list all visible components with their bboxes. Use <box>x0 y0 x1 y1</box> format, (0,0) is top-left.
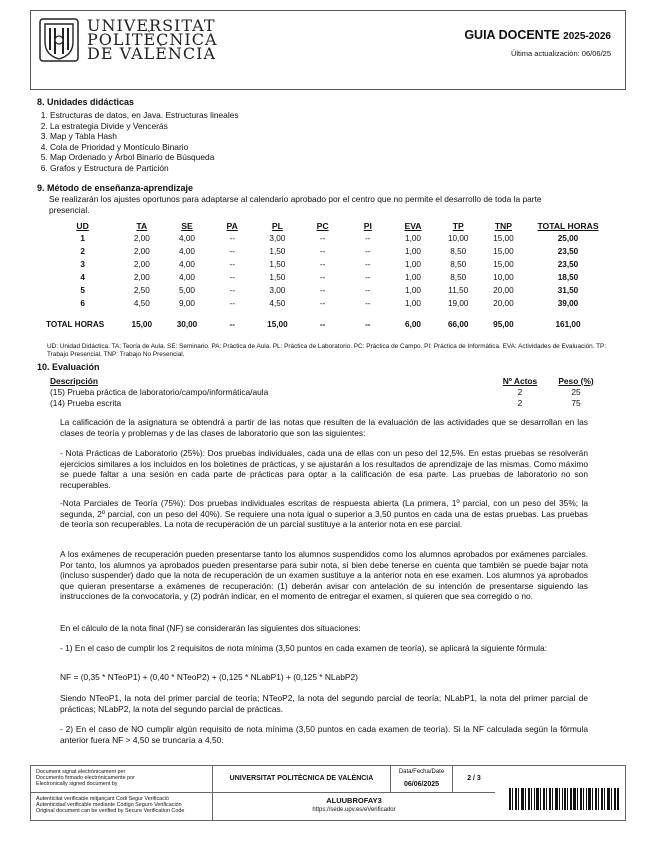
cell: 5,00 <box>179 286 195 295</box>
cell: 1,00 <box>405 286 421 295</box>
col-header: Descripción <box>50 375 98 386</box>
logo-line-3: DE VALÈNCIA <box>87 44 217 63</box>
university-logo-icon <box>39 18 79 62</box>
cell: 3,00 <box>269 286 286 295</box>
col-header: EVA <box>404 220 422 231</box>
evaluation-paragraph: Siendo NTeoP1, la nota del primer parcial de teoría; NTeoP2, la nota del segundo parcial de teoría; NLabP1, la nota del primer parcial de prácticas; NLabP2, la nota del segundo parcial de prácticas. <box>60 693 588 714</box>
cell: TOTAL HORAS <box>46 320 105 329</box>
cell: 25,00 <box>557 234 579 243</box>
cell: 1,00 <box>405 247 421 256</box>
cell: 15,00 <box>493 247 514 256</box>
verification-code: ALUUBROFAY3 <box>326 796 382 805</box>
cell: -- <box>365 286 371 295</box>
cell: 3,00 <box>269 234 286 243</box>
cell: 15,00 <box>131 320 153 329</box>
cell: -- <box>319 260 326 269</box>
cell: 4,00 <box>179 260 195 269</box>
section-8-heading: 8. Unidades didácticas <box>37 97 135 107</box>
col-header: PC <box>316 220 329 231</box>
evaluation-header-row <box>50 375 602 386</box>
unit-item: 6. Grafos y Estructura de Partición <box>50 163 239 174</box>
section-9-heading: 9. Método de enseñanza-aprendizaje <box>37 183 194 193</box>
cell: 1,00 <box>405 260 421 269</box>
evaluation-paragraph: -Nota Parciales de Teoría (75%): Dos pruebas individuales escritas de respuesta abierta (La primera, 1º parcial, con un peso del 35%; la segunda, 2º parcial, con un peso del 40%). Se requiere una nota igual o superior a 3,50 puntos en cada una de estas pruebas. Las pruebas de teoría son recuperables. La nota de recuperación de un parcial sustituye a la anterior nota en ese parcial. <box>60 498 588 530</box>
signed-line: Document signat electrònicament per <box>36 769 126 775</box>
cell: 4,50 <box>133 299 150 308</box>
col-header: PA <box>226 220 238 231</box>
cell: 4,00 <box>179 273 195 282</box>
cell: 4 <box>80 273 85 282</box>
cell: 19,00 <box>447 299 469 308</box>
signature-footer <box>30 765 626 821</box>
cell: 10,00 <box>447 234 469 243</box>
cell: -- <box>319 286 326 295</box>
cell: -- <box>319 273 326 282</box>
cell: 2 <box>517 397 523 408</box>
cell: 15,00 <box>493 260 514 269</box>
logo-line-1: UNIVERSITAT <box>87 16 216 35</box>
cell: 9,00 <box>179 299 195 308</box>
col-header: TNP <box>494 220 512 231</box>
unit-item: 2. La estrategia Divide y Vencerás <box>50 121 239 132</box>
cell: 15,00 <box>493 234 514 243</box>
cell: (15) Prueba práctica de laboratorio/campo/informática/aula <box>50 386 269 397</box>
cell: -- <box>365 260 371 269</box>
cell: -- <box>365 320 371 329</box>
evaluation-paragraph: - 1) En el caso de cumplir los 2 requisitos de nota mínima (3,50 puntos en cada examen de teoría), se aplicará la siguiente fórmula: <box>60 643 547 653</box>
cell: 31,50 <box>557 286 579 295</box>
verify-line: Original document can be verified by Secure Verification Code <box>36 808 185 815</box>
cell: 1,50 <box>269 260 286 269</box>
verify-line: Autenticitat verificable mitjançant Codi Segur Verificació <box>36 796 170 802</box>
cell: 10,00 <box>493 273 514 282</box>
table-row <box>50 386 602 397</box>
cell: 8,50 <box>450 273 467 282</box>
hours-table <box>46 219 610 331</box>
col-header: TOTAL HORAS <box>537 220 599 231</box>
col-header: Nº Actos <box>502 375 538 386</box>
cell: 2 <box>517 386 523 397</box>
table-row <box>46 271 610 284</box>
cell: 2,00 <box>133 273 150 282</box>
evaluation-paragraph: - Nota Prácticas de Laboratorio (25%): Dos pruebas individuales, cada una de ellas con un peso del 12,5%. En estas pruebas se resolverán ejercicios similares a los incluidos en los boletines de prácticas, y se ajustarán a los resultados de aprendizaje de las mismas. Como máximo se puede faltar a una sesión en cada parte de prácticas para optar a la calificación de esa parte. Las pruebas de laboratorio no son recuperables. <box>60 448 588 490</box>
unit-item: 3. Map y Tabla Hash <box>50 131 239 142</box>
cell: 30,00 <box>176 320 198 329</box>
cell: 1,00 <box>405 234 421 243</box>
table-row <box>46 284 610 297</box>
col-header: SE <box>181 220 193 231</box>
date-label: Data/Fecha/Date <box>398 769 445 775</box>
evaluation-paragraph: A los exámenes de recuperación pueden presentarse tanto los alumnos suspendidos como los alumnos aprobados por exámenes parciales. Por tanto, los alumnos ya aprobados pueden presentarse para subir nota, si bien debe tenerse en cuenta que también se puede bajar nota (incluso suspender) dado que la nota de recuperación de un examen sustituye a la anterior nota en ese examen. Los alumnos ya aprobados que quieran presentarse a exámenes de recuperación: (1) deberán avisar con antelación de su intención de presentarse siguiendo las instrucciones de la convocatoria, y (2) podrán indicar, en el momento de entregar el examen, si quieren que sea corregido o no. <box>60 549 588 602</box>
cell: 23,50 <box>557 247 579 256</box>
cell: 2,00 <box>133 260 150 269</box>
signer-university: UNIVERSITAT POLITÈCNICA DE VALÈNCIA <box>213 766 391 793</box>
unit-item: 1. Estructuras de datos, en Java. Estructuras lineales <box>50 110 239 121</box>
table-row <box>50 397 602 408</box>
cell: 6,00 <box>405 320 421 329</box>
col-header: TP <box>452 220 464 231</box>
cell: 15,00 <box>267 320 288 329</box>
final-grade-formula: NF = (0,35 * NTeoP1) + (0,40 * NTeoP2) + (0,125 * NLabP1) + (0,125 * NLabP2) <box>60 672 358 682</box>
cell: 20,00 <box>493 286 514 295</box>
cell: -- <box>229 299 235 308</box>
cell: 66,00 <box>447 320 469 329</box>
table-row <box>46 232 610 245</box>
cell: 2,00 <box>133 234 150 243</box>
section-9-intro: Se realizarán los ajustes oportunos para adaptarse al calendario aprobado por el centro que no permite el desarrollo de toda la parte presencial. <box>49 194 542 215</box>
title-text: GUIA DOCENTE <box>464 28 560 42</box>
document-header <box>30 10 626 90</box>
table-row <box>46 258 610 271</box>
evaluation-paragraph: En el cálculo de la nota final (NF) se considerarán las siguientes dos situaciones: <box>60 623 361 633</box>
unit-item: 4. Cola de Prioridad y Montículo Binario <box>50 142 239 153</box>
page-number: 2 / 3 <box>453 766 495 793</box>
cell: 8,50 <box>450 247 467 256</box>
last-updated: Última actualización: 06/06/25 <box>510 49 611 58</box>
cell: 2,50 <box>133 286 150 295</box>
university-name <box>87 16 218 63</box>
col-header: PL <box>271 220 283 231</box>
hours-legend: UD: Unidad Didáctica. TA: Teoría de Aula. SE: Seminario. PA: Práctica de Aula. PL: Práctica de Laboratorio. PC: Práctica de Campo. PI: Práctica de Informática. EVA: Actividades de Evaluación. TP: Trabajo Presencial. TNP: Trabajo No Presencial. <box>47 343 607 358</box>
cell: 2 <box>80 247 85 256</box>
cell: 161,00 <box>555 320 581 329</box>
signed-by-box <box>31 766 213 793</box>
signed-line: Electronically signed document by <box>36 781 118 788</box>
col-header: Peso (%) <box>558 375 594 386</box>
cell: -- <box>229 260 235 269</box>
cell: -- <box>365 234 371 243</box>
cell: 18,50 <box>557 273 579 282</box>
cell: 1,50 <box>269 247 286 256</box>
cell: 11,50 <box>448 286 469 295</box>
col-header: UD <box>76 220 89 231</box>
units-list <box>30 110 239 174</box>
cell: -- <box>365 299 371 308</box>
date-box <box>391 766 453 793</box>
verification-url[interactable]: https://sede.upv.es/eVerificador <box>312 807 396 814</box>
cell: (14) Prueba escrita <box>50 397 122 408</box>
cell: 4,50 <box>269 299 286 308</box>
cell: 25 <box>571 386 581 397</box>
cell: -- <box>365 273 371 282</box>
table-row <box>46 297 610 310</box>
cell: -- <box>229 286 235 295</box>
hours-header-row <box>46 219 610 232</box>
evaluation-table <box>50 375 602 408</box>
cell: -- <box>229 320 235 329</box>
cell: -- <box>229 273 235 282</box>
cell: -- <box>319 234 326 243</box>
unit-item: 5. Map Ordenado y Árbol Binario de Búsqueda <box>50 152 239 163</box>
signature-date: 06/06/2025 <box>403 781 440 789</box>
cell: 23,50 <box>557 260 579 269</box>
cell: -- <box>365 247 371 256</box>
cell: -- <box>319 247 326 256</box>
cell: 1,00 <box>405 273 421 282</box>
cell: 75 <box>571 397 581 408</box>
cell: 39,00 <box>557 299 579 308</box>
cell: 6 <box>80 299 85 308</box>
cell: 3 <box>80 260 85 269</box>
barcode-icon <box>509 788 619 810</box>
cell: 1,50 <box>269 273 286 282</box>
col-header: TA <box>136 220 148 231</box>
cell: 2,00 <box>133 247 150 256</box>
logo-line-2: POLITÈCNICA <box>87 30 218 49</box>
cell: 20,00 <box>493 299 514 308</box>
evaluation-paragraph: La calificación de la asignatura se obtendrá a partir de las notas que resulten de la evaluación de las actividades que se desarrollan en las clases de teoría y problemas y de las clases de laboratorio que son las siguientes: <box>60 417 588 438</box>
cell: 8,50 <box>450 260 467 269</box>
verification-code-box <box>213 793 495 820</box>
total-row <box>46 318 610 331</box>
cell: 1,00 <box>405 299 421 308</box>
signed-line: Documento firmado electrónicamente por <box>36 775 135 782</box>
section-10-heading: 10. Evaluación <box>37 362 100 372</box>
verify-line: Autenticidad verificable mediante Código Seguro Verificación <box>36 802 182 809</box>
cell: -- <box>229 234 235 243</box>
cell: 4,00 <box>179 234 195 243</box>
evaluation-paragraph: - 2) En el caso de NO cumplir algún requisito de nota mínima (3,50 puntos en cada examen de teoría). Si la NF calculada según la fórmula anterior fuera NF > 4,50 se truncaría a 4,50. <box>60 724 588 745</box>
cell: -- <box>319 320 326 329</box>
cell: 4,00 <box>179 247 195 256</box>
academic-year: 2025-2026 <box>563 31 611 42</box>
document-title <box>464 28 611 42</box>
cell: -- <box>229 247 235 256</box>
cell: 1 <box>80 234 85 243</box>
table-row <box>46 245 610 258</box>
cell: 95,00 <box>493 320 514 329</box>
cell: -- <box>319 299 326 308</box>
verification-box <box>31 793 213 820</box>
cell: 5 <box>80 286 85 295</box>
col-header: PI <box>363 220 372 231</box>
